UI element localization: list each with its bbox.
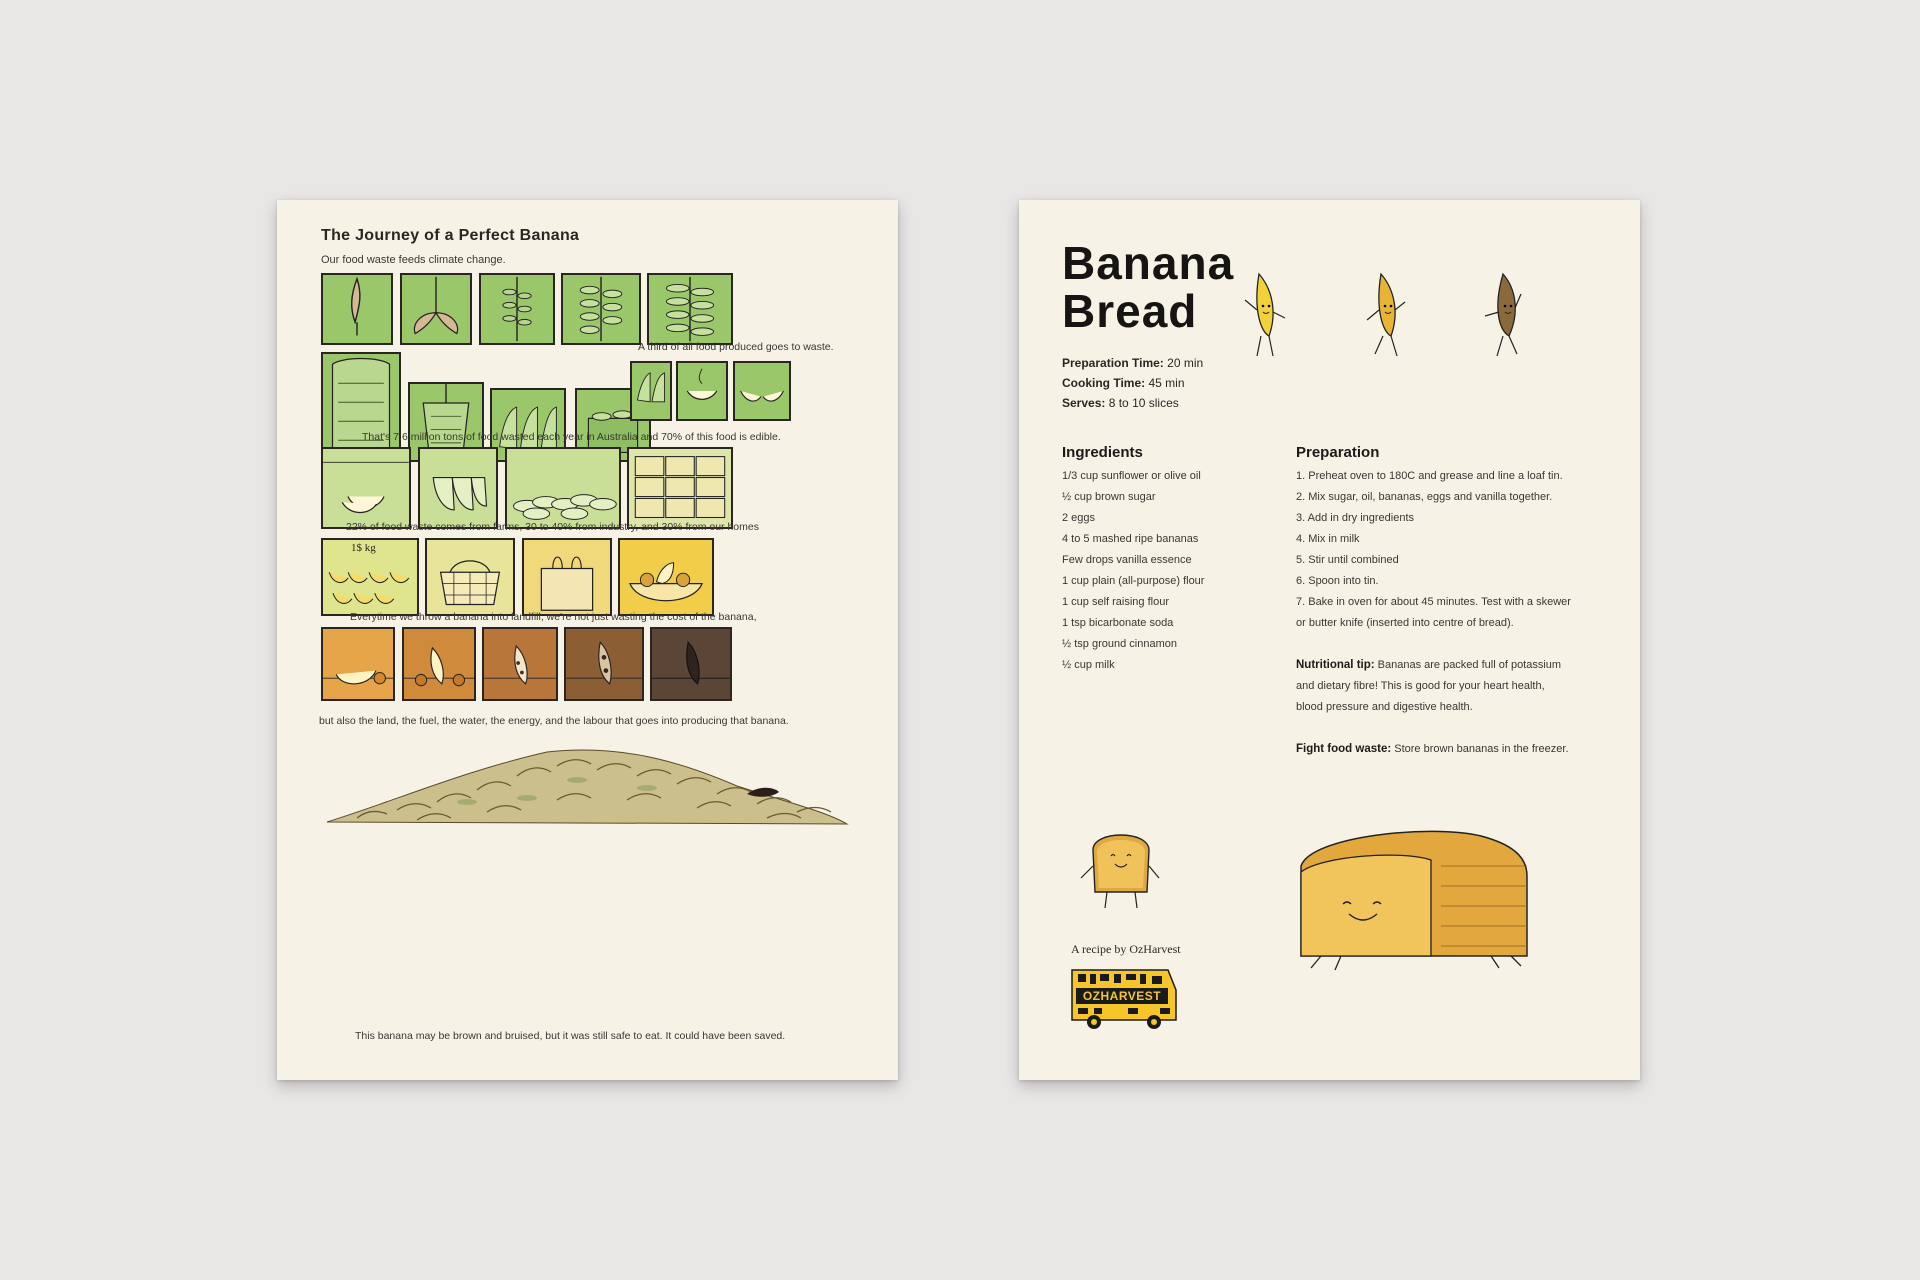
prep-step: 7. Bake in oven for about 45 minutes. Test with a skewer [1296, 596, 1571, 608]
caption-resources: but also the land, the fuel, the water, the energy, and the labour that goes into producing that banana. [319, 715, 789, 727]
comic-panel-browning-banana [482, 627, 558, 701]
comic-panel-bagged-bunch [321, 352, 401, 462]
comic-panel-ripening [676, 361, 728, 421]
comic-panel-grocery-bag [522, 538, 612, 616]
nutritional-tip-line: blood pressure and digestive health. [1296, 701, 1473, 713]
comic-panel-flower-opening [400, 273, 472, 345]
ozharvest-wordmark: OZHARVEST [1082, 989, 1162, 1003]
ingredient-item: 1 cup self raising flour [1062, 596, 1169, 608]
recipe-title-line1: Banana [1062, 237, 1235, 289]
banana-waste-heap-illustration [317, 740, 857, 832]
comic-panel-shopping-basket [425, 538, 515, 616]
dancing-banana-yellow [1239, 270, 1289, 362]
poster-title: The Journey of a Perfect Banana [321, 227, 580, 244]
comic-panel-banana-flower [321, 273, 393, 345]
caption-third-wasted: A third of all food produced goes to waste. [638, 341, 834, 353]
ingredient-item: 2 eggs [1062, 512, 1096, 524]
caption-could-be-saved: This banana may be brown and bruised, but it was still safe to eat. It could have been saved. [355, 1030, 786, 1042]
ingredient-item: ½ tsp ground cinnamon [1062, 638, 1177, 650]
comic-panel-spotting-banana [402, 627, 476, 701]
servings: Serves: 8 to 10 slices [1062, 396, 1179, 410]
prep-step: 2. Mix sugar, oil, bananas, eggs and vanilla together. [1296, 491, 1553, 503]
comic-panel-young-bunch [479, 273, 555, 345]
ozharvest-van-logo [1068, 962, 1180, 1034]
ingredient-item: 1 tsp bicarbonate soda [1062, 617, 1174, 629]
preparation-heading: Preparation [1296, 444, 1380, 461]
recipe-credit: A recipe by OzHarvest [1071, 942, 1181, 956]
prep-time: Preparation Time: 20 min [1062, 356, 1204, 370]
comic-panel-crates [627, 447, 733, 529]
bread-slice-character [1071, 822, 1171, 922]
prep-step: 3. Add in dry ingredients [1296, 512, 1415, 524]
ingredient-item: 4 to 5 mashed ripe bananas [1062, 533, 1199, 545]
comic-panel-truck-view [321, 447, 411, 529]
dancing-banana-brown [1477, 270, 1527, 362]
banana-journey-poster [277, 200, 898, 1080]
recipe-title-line2: Bread [1062, 285, 1198, 337]
ingredient-item: ½ cup brown sugar [1062, 491, 1156, 503]
ingredient-item: 1 cup plain (all-purpose) flour [1062, 575, 1205, 587]
comic-panel-brown-banana [564, 627, 644, 701]
comic-panel-ripe-banana [321, 627, 395, 701]
ingredient-item: ½ cup milk [1062, 659, 1115, 671]
prep-step: 4. Mix in milk [1296, 533, 1360, 545]
prep-step: or butter knife (inserted into centre of bread). [1296, 617, 1514, 629]
comic-panel-warehouse [505, 447, 621, 529]
caption-landfill: Everytime we throw a banana into landfill, we're not just wasting the cost of the banana, [350, 611, 757, 623]
comic-panel-rotten-banana [650, 627, 732, 701]
ingredient-item: 1/3 cup sunflower or olive oil [1062, 470, 1201, 482]
fight-food-waste: Fight food waste: Store brown bananas in the freezer. [1296, 743, 1569, 755]
nutritional-tip: Nutritional tip: Bananas are packed full of potassium [1296, 659, 1562, 671]
comic-panel-fruit-bowl [618, 538, 714, 616]
bread-loaf-character [1281, 816, 1541, 976]
caption-tons-wasted: That's 7.6 million tons of food wasted each year in Australia and 70% of this food is edible. [362, 431, 781, 443]
prep-step: 5. Stir until combined [1296, 554, 1399, 566]
prep-step: 6. Spoon into tin. [1296, 575, 1379, 587]
caption-climate: Our food waste feeds climate change. [321, 254, 506, 266]
comic-panel-split-bananas [733, 361, 791, 421]
price-sign: 1$ kg [351, 542, 376, 554]
cooking-time: Cooking Time: 45 min [1062, 376, 1185, 390]
prep-step: 1. Preheat oven to 180C and grease and line a loaf tin. [1296, 470, 1563, 482]
caption-waste-sources: 22% of food waste comes from farms, 30 to 40% from industry, and 30% from our homes [346, 521, 759, 533]
comic-panel-growing-bunch [561, 273, 641, 345]
banana-bread-recipe-card [1019, 200, 1640, 1080]
comic-panel-hand-bunch [630, 361, 672, 421]
nutritional-tip-line: and dietary fibre! This is good for your heart health, [1296, 680, 1545, 692]
comic-panel-market-stall [321, 538, 419, 616]
comic-panel-bananas-boxed [418, 447, 498, 529]
ingredients-heading: Ingredients [1062, 444, 1143, 461]
dancing-banana-ripe [1359, 270, 1409, 362]
comic-panel-full-bunch [647, 273, 733, 345]
ingredient-item: Few drops vanilla essence [1062, 554, 1192, 566]
